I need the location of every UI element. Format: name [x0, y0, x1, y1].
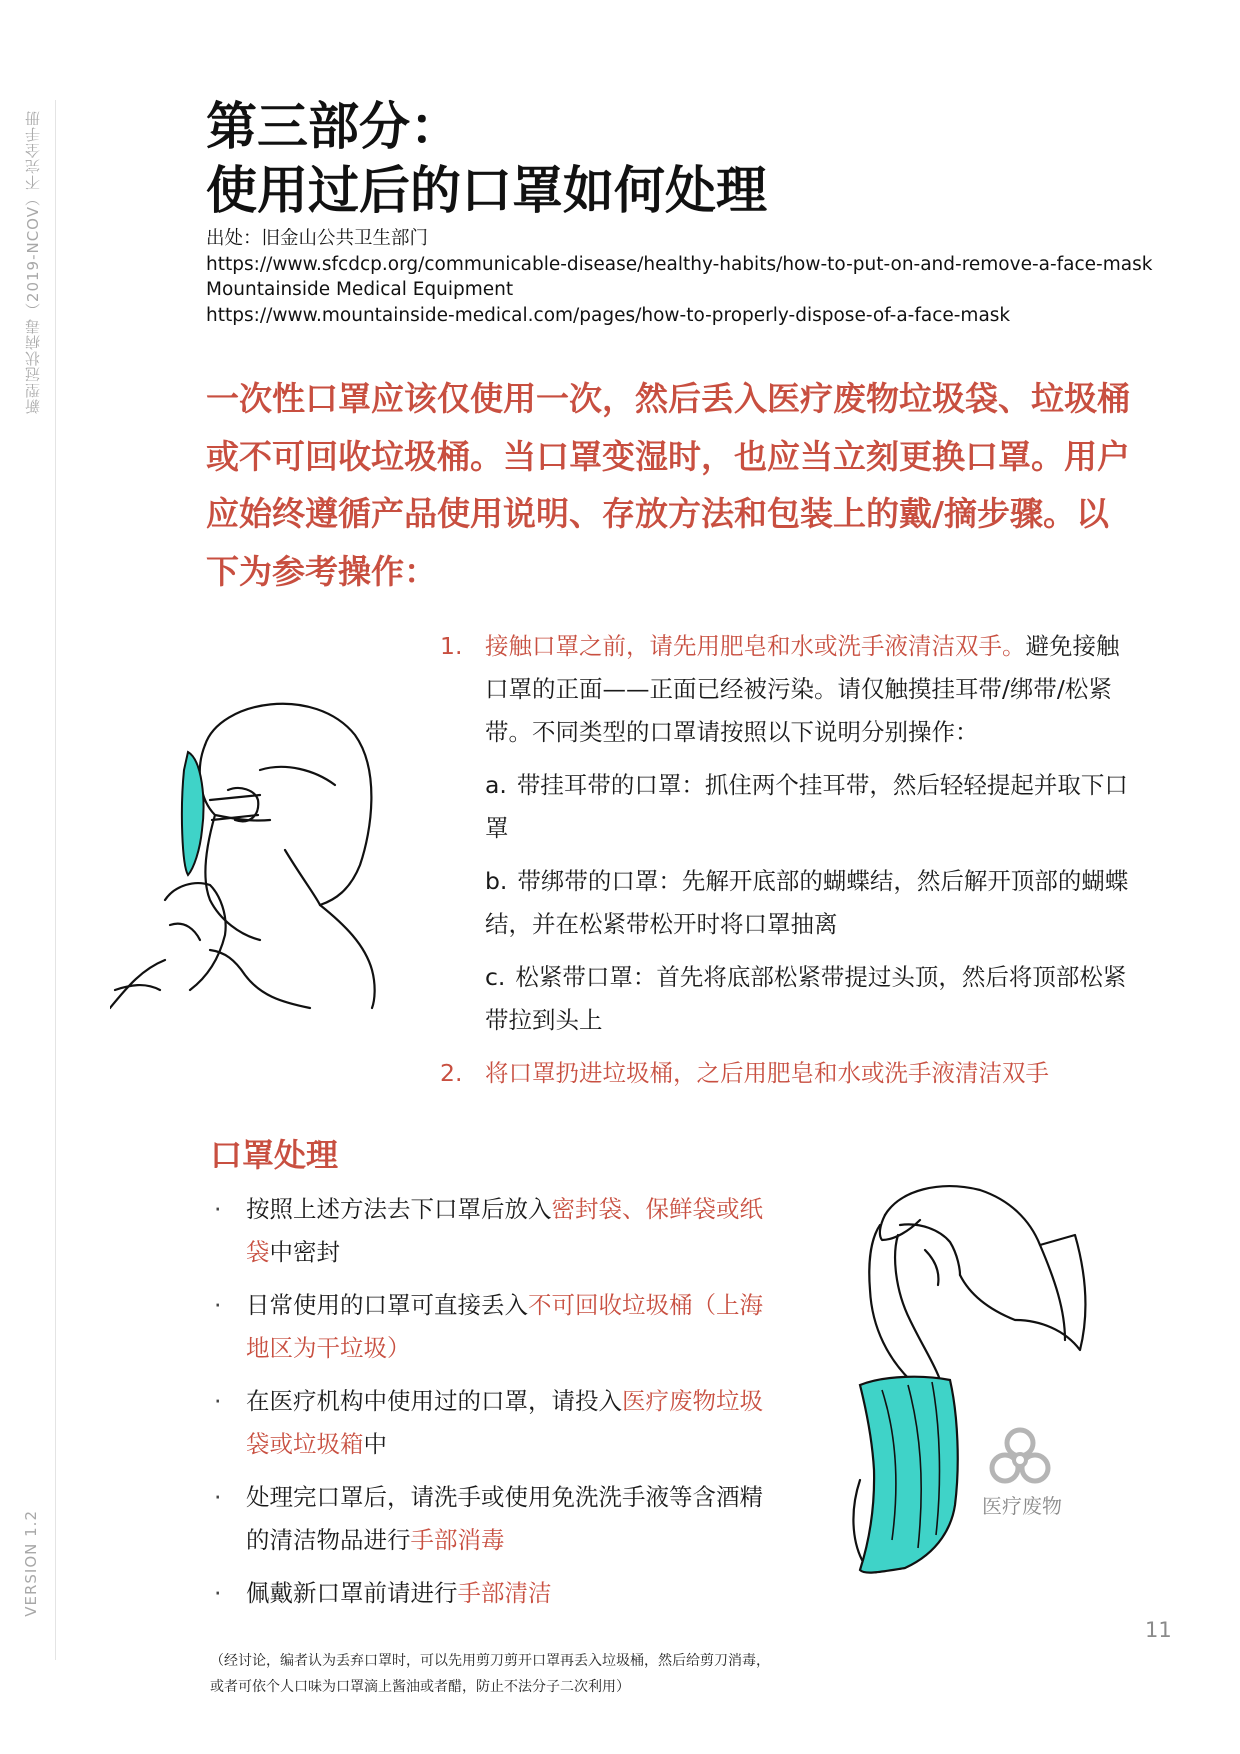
- bullet-3-suffix: 中: [363, 1430, 387, 1458]
- step-2-text: 将口罩扔进垃圾桶，之后用肥皂和水或洗手液清洁双手: [485, 1059, 1049, 1087]
- used-mask-shape: [860, 1377, 958, 1573]
- substep-b-letter: b.: [485, 867, 508, 895]
- substep-c-letter: c.: [485, 963, 506, 991]
- disposal-bullet-3: [210, 1380, 770, 1466]
- source-link-sfcdcp[interactable]: https://www.sfcdcp.org/communicable-disease/healthy-habits/how-to-put-on-and-remove-a-face-mask: [206, 253, 1153, 275]
- substep-b: [485, 860, 1140, 946]
- head-outline: [205, 704, 371, 905]
- footnote-line-2: 或者可依个人口味为口罩滴上酱油或者醋，防止不法分子二次利用）: [210, 1679, 630, 1695]
- bullet-dot: ·: [214, 1195, 222, 1223]
- ear-loop-right: [895, 1235, 940, 1380]
- disposal-bullet-2: [210, 1284, 770, 1370]
- bullet-1-suffix: 中密封: [269, 1238, 340, 1266]
- step-2-number: 2.: [440, 1059, 463, 1087]
- shoulder-outline: [210, 950, 310, 1008]
- bullet-3-highlight: 医疗废物垃圾袋或垃圾箱: [246, 1387, 763, 1458]
- neck-outline: [205, 815, 260, 940]
- disposal-section-title: 口罩处理: [210, 1136, 339, 1174]
- bullet-dot: ·: [214, 1579, 222, 1607]
- substep-b-text: 带绑带的口罩：先解开底部的蝴蝶结，然后解开顶部的蝴蝶结，并在松紧带松开时将口罩抽离: [485, 867, 1129, 938]
- step-1: [440, 625, 1140, 1042]
- bullet-4-highlight: 手部消毒: [410, 1526, 505, 1554]
- version-label: VERSION 1.2: [22, 1510, 40, 1617]
- page-title: [206, 96, 767, 224]
- substep-a-letter: a.: [485, 771, 507, 799]
- step-2: [440, 1052, 1140, 1095]
- glove-outline: [885, 1186, 1085, 1350]
- bullet-2-text: 日常使用的口罩可直接丢入: [246, 1291, 528, 1319]
- bullet-dot: ·: [214, 1483, 222, 1511]
- source-link-mountainside[interactable]: https://www.mountainside-medical.com/pages/how-to-properly-dispose-of-a-face-mask: [206, 304, 1011, 326]
- intro-paragraph: 一次性口罩应该仅使用一次，然后丢入医疗废物垃圾袋、垃圾桶或不可回收垃圾桶。当口罩变湿时，也应当立刻更换口罩。用户应始终遵循产品使用说明、存放方法和包装上的戴/摘步骤。以下为参考操作：: [206, 379, 1130, 591]
- disposal-bullet-1: [210, 1188, 770, 1274]
- handbook-title-vertical: 新型冠状病毒（2019-NCOV）不完全手册: [24, 110, 42, 415]
- mask-removal-illustration: [110, 690, 410, 1010]
- bullet-4-text: 处理完口罩后，请洗手或使用免洗洗手液等含酒精的清洁物品进行: [246, 1483, 763, 1554]
- step-1-highlight: 接触口罩之前，请先用肥皂和水或洗手液清洁双手。: [485, 632, 1026, 660]
- bullet-1-highlight: 密封袋、保鲜袋或纸袋: [246, 1195, 763, 1266]
- bullet-1-text: 按照上述方法去下口罩后放入: [246, 1195, 552, 1223]
- biohazard-label: 医疗废物: [982, 1494, 1062, 1518]
- footnote-line-1: （经讨论，编者认为丢弃口罩时，可以先用剪刀剪开口罩再丢入垃圾桶，然后给剪刀消毒，: [210, 1653, 770, 1669]
- face-outline: [200, 745, 270, 821]
- sidebar-divider: [55, 100, 56, 1660]
- substep-c: [485, 956, 1140, 1042]
- steps-list: [440, 625, 1140, 1095]
- bullet-dot: ·: [214, 1291, 222, 1319]
- ear-loop-left: [869, 1225, 910, 1380]
- page-title-line2: 使用过后的口罩如何处理: [206, 162, 768, 221]
- bullet-5-text: 佩戴新口罩前请进行: [246, 1579, 458, 1607]
- substep-a-text: 带挂耳带的口罩：抓住两个挂耳带，然后轻轻提起并取下口罩: [485, 771, 1128, 842]
- disposal-bullets: [210, 1188, 770, 1625]
- biohazard-icon: [985, 1424, 1055, 1490]
- bullet-5-highlight: 手部清洁: [457, 1579, 552, 1607]
- source-line-3: Mountainside Medical Equipment: [206, 279, 514, 300]
- disposal-bullet-5: [210, 1572, 770, 1615]
- substep-a: [485, 764, 1140, 850]
- disposal-bullet-4: [210, 1476, 770, 1562]
- footnote: [210, 1648, 770, 1700]
- back-outline: [285, 850, 375, 1008]
- bullet-2-highlight: 不可回收垃圾桶（上海地区为干垃圾）: [246, 1291, 763, 1362]
- bullet-3-text: 在医疗机构中使用过的口罩，请投入: [246, 1387, 622, 1415]
- bullet-dot: ·: [214, 1387, 222, 1415]
- source-line-1: 出处：旧金山公共卫生部门: [206, 228, 429, 249]
- step-1-text: 避免接触口罩的正面——正面已经被污染。请仅触摸挂耳带/绑带/松紧带。不同类型的口罩请按照以下说明分别操作：: [485, 632, 1120, 746]
- step-1-number: 1.: [440, 632, 463, 660]
- page-title-line1: 第三部分：: [206, 98, 462, 157]
- hand-outline: [165, 883, 226, 990]
- sources-block: [206, 226, 1152, 328]
- hand-holding-mask-illustration: [840, 1180, 1100, 1580]
- substep-c-text: 松紧带口罩：首先将底部松紧带提过头顶，然后将顶部松紧带拉到头上: [485, 963, 1127, 1034]
- page-number: 11: [1145, 1618, 1172, 1642]
